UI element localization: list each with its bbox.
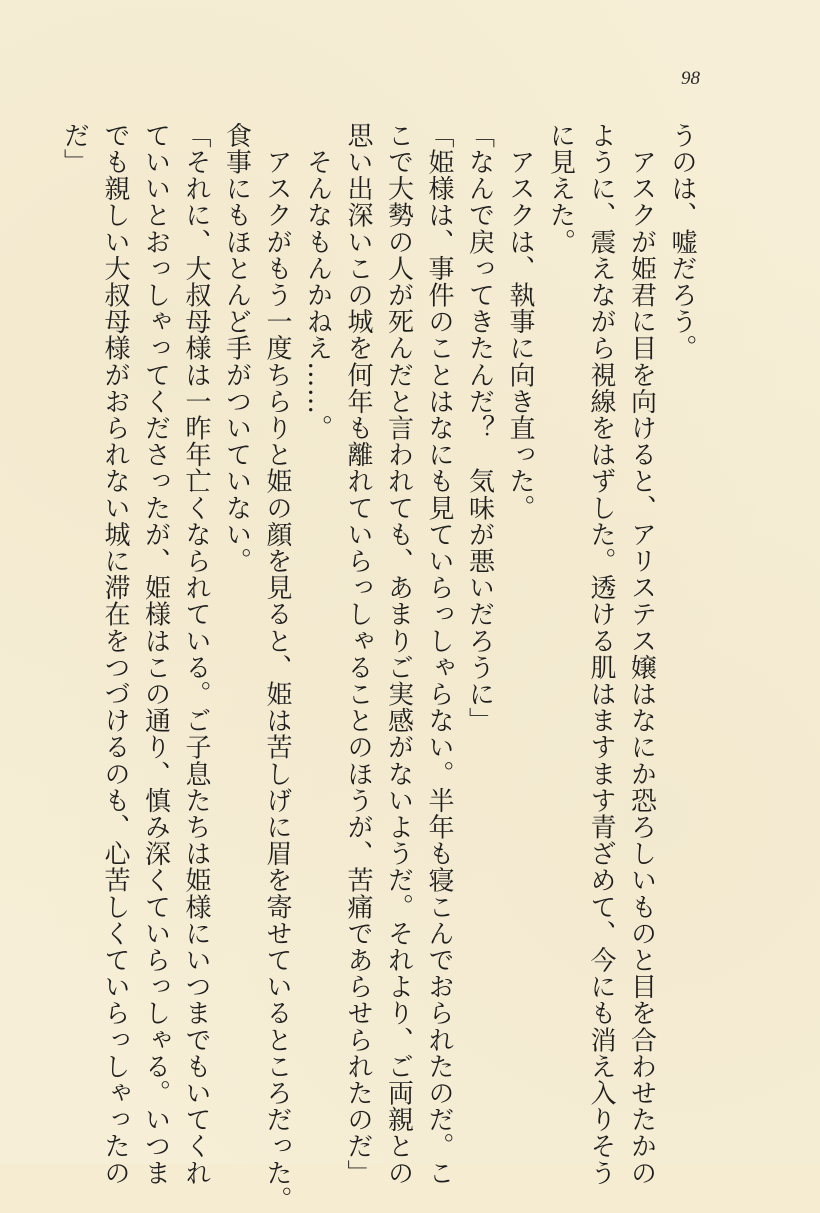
- text-line: 「姫様は、事件のことはなにも見ていらっしゃらない。半年も寝こんでおられたのだ。こ: [424, 122, 454, 1186]
- text-line: こで大勢の人が死んだと言われても、あまりご実感がないようだ。それより、ご両親との: [383, 122, 414, 1186]
- text-line: 食事にもほとんど手がついていない。: [221, 122, 252, 575]
- text-line: そんなもんかねえ……。: [302, 122, 333, 442]
- text-line: に見えた。: [545, 122, 576, 255]
- text-line: ように、震えながら視線をはずした。透ける肌はますます青ざめて、今にも消え入りそう: [586, 122, 616, 1186]
- text-line: アスクが姫君に目を向けると、アリステス嬢はなにか恐ろしいものと目を合わせたかの: [626, 122, 657, 1186]
- text-line: ていいとおっしゃってくださったが、姫様はこの通り、慎み深くていらっしゃる。いつま: [140, 122, 171, 1186]
- text-line: でも親しい大叔母様がおられない城に滞在をつづけるのも、心苦しくていらっしゃったの: [100, 122, 130, 1186]
- text-line: うのは、嘘だろう。: [667, 122, 697, 362]
- text-line: 「それに、大叔母様は一昨年亡くなられている。ご子息たちは姫様にいつまでもいてくれ: [181, 122, 211, 1186]
- text-line: 思い出深いこの城を何年も離れていらっしゃることのほうが、苦痛であらせられたのだ」: [343, 122, 373, 1186]
- page-number: 98: [681, 68, 700, 89]
- text-line: アスクがもう一度ちらりと姫の顔を見ると、姫は苦しげに眉を寄せているところだった。: [262, 122, 292, 1213]
- text-line: アスクは、執事に向き直った。: [505, 122, 535, 521]
- vertical-text-block: [54, 122, 702, 1213]
- text-line: だ」: [59, 122, 90, 176]
- text-line: 「なんで戻ってきたんだ？ 気味が悪いだろうに」: [464, 122, 495, 734]
